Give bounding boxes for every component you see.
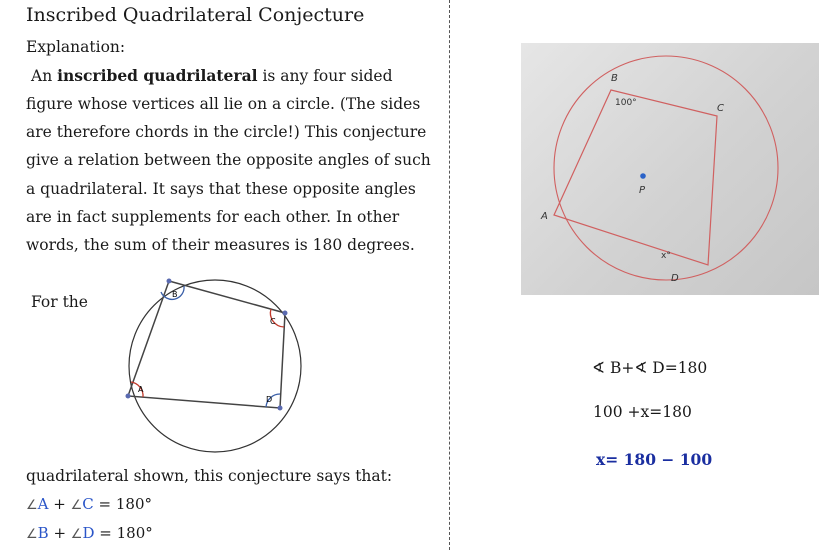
photo-label-c: C (717, 103, 724, 114)
label-a: A (138, 385, 144, 394)
angle-icon: ∠ (26, 498, 38, 513)
paragraph-line-7: words, the sum of their measures is 180 degrees. (26, 236, 415, 254)
paragraph-line-2: figure whose vertices all lie on a circle. (The sides (26, 95, 421, 113)
diagram-quadrilateral (128, 281, 285, 408)
photo-quadrilateral (554, 90, 717, 265)
paragraph-line-4: give a relation between the opposite angles of such (26, 151, 431, 169)
work-line-2: 100 +x=180 (593, 403, 692, 421)
column-divider (449, 0, 450, 550)
equation-bd: ∠B + ∠D = 180° (26, 524, 153, 542)
photo-drawing (521, 43, 819, 295)
bold-term: inscribed quadrilateral (57, 66, 258, 85)
quad-shown-text: quadrilateral shown, this conjecture says that: (26, 467, 393, 485)
angle-icon: ∠ (26, 527, 38, 542)
photo-label-d: D (671, 273, 679, 284)
photo-center-point (640, 173, 646, 179)
diagram-circle (129, 280, 301, 452)
vertex-b (167, 279, 172, 284)
photo-angle-d: x° (661, 251, 671, 261)
handdrawn-photo (521, 43, 819, 295)
vertex-a (126, 394, 131, 399)
measured-angle-icon: ∢ (634, 359, 648, 377)
angle-icon: ∠ (70, 498, 83, 513)
explanation-label: Explanation: (26, 38, 126, 56)
paragraph-line-5: a quadrilateral. It says that these opposite angles (26, 180, 416, 198)
inscribed-quad-diagram (110, 268, 315, 463)
label-b: B (172, 290, 178, 299)
label-c: C (270, 317, 276, 326)
measured-angle-icon: ∢ (592, 359, 605, 377)
label-d: D (266, 395, 273, 404)
vertex-c (283, 311, 288, 316)
photo-circle (554, 56, 778, 280)
work-line-3: x= 180 − 100 (596, 450, 713, 469)
photo-label-b: B (611, 73, 618, 84)
vertex-d (278, 406, 283, 411)
photo-label-a: A (541, 211, 548, 222)
paragraph-line-3: are therefore chords in the circle!) This conjecture (26, 123, 427, 141)
photo-angle-b: 100° (615, 98, 637, 108)
photo-label-p: P (639, 185, 646, 196)
equation-ac: ∠A + ∠C = 180° (26, 495, 152, 513)
for-the-text: For the (31, 293, 88, 311)
page-title: Inscribed Quadrilateral Conjecture (26, 4, 365, 26)
angle-icon: ∠ (70, 527, 83, 542)
work-line-1: ∢ B+∢ D=180 (592, 359, 708, 377)
paragraph-line-6: are in fact supplements for each other. In other (26, 208, 400, 226)
paragraph-line-1: An inscribed quadrilateral is any four sided (31, 66, 393, 85)
